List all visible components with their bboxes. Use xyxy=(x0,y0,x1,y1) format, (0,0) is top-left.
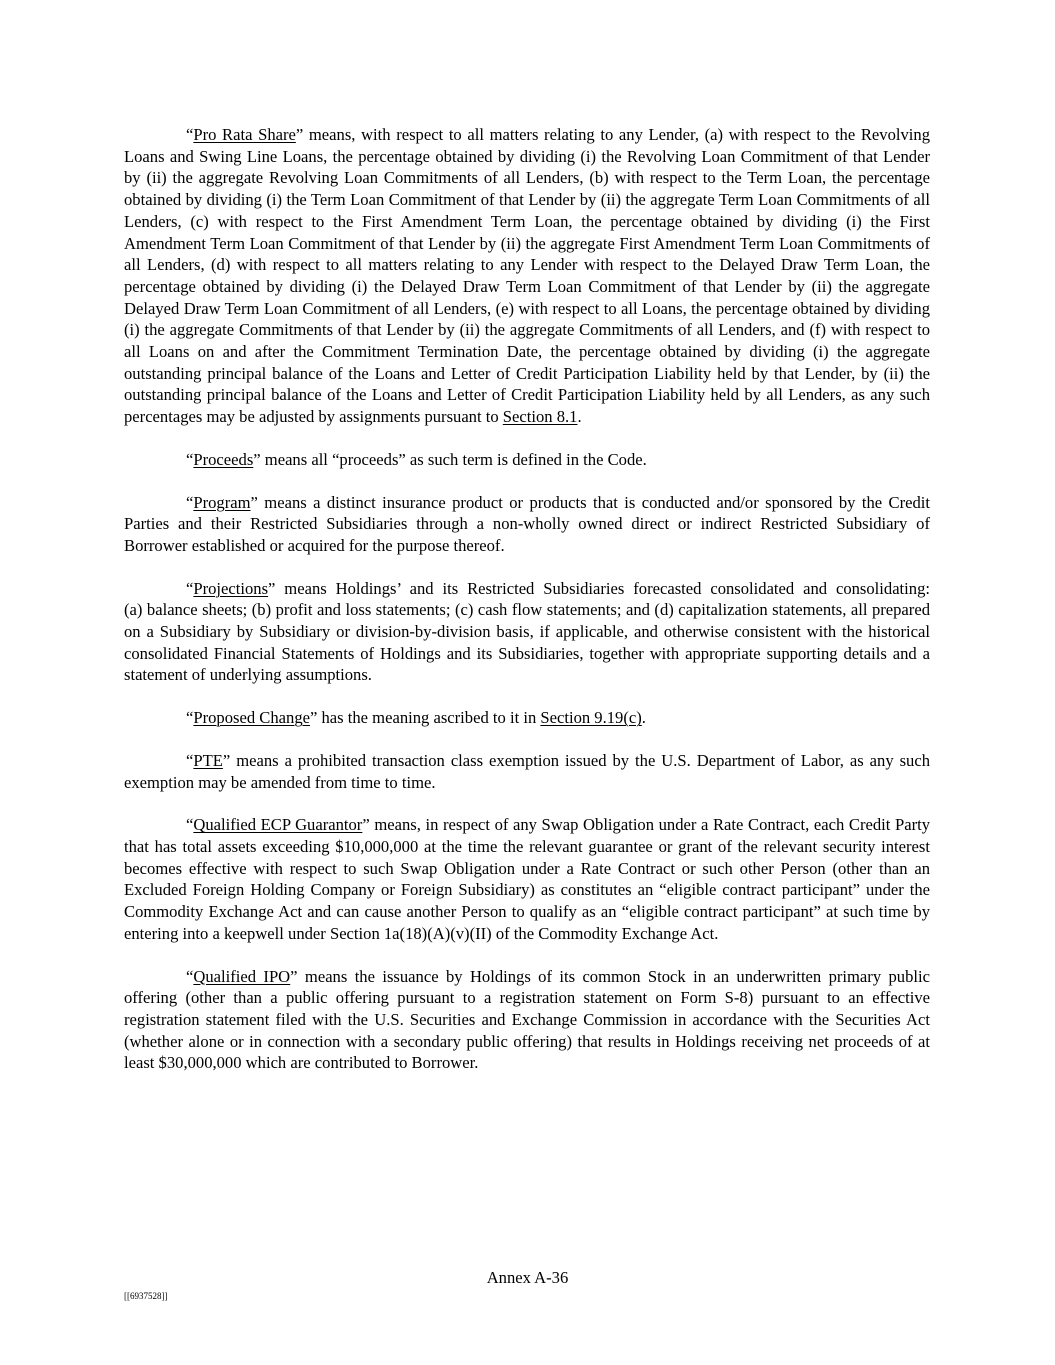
definition-qualified-ipo xyxy=(124,966,930,1075)
open-quote: “ xyxy=(186,966,194,986)
definition-text: ” has the meaning ascribed to it in xyxy=(309,708,541,728)
open-quote: “ xyxy=(186,449,194,469)
definition-text: ” means a distinct insurance product or products that is conducted and/or sponsored by the Credit Parties and their Restricted Subsidiaries through a non-wholly owned direct or indirect Restricted Subsidiary of Borrower established or acquired for the purpose thereof. xyxy=(124,492,930,555)
definition-proceeds xyxy=(124,449,930,471)
definition-projections xyxy=(124,578,930,687)
definition-program xyxy=(124,492,930,557)
page-footer-label: Annex A-36 xyxy=(486,1268,569,1287)
section-reference[interactable]: Section 9.19(c) xyxy=(540,708,642,728)
open-quote: “ xyxy=(186,750,194,770)
definition-text: ” means, in respect of any Swap Obligation under a Rate Contract, each Credit Party that has total assets exceeding $10,000,000 at the time the relevant guarantee or grant of the relevant security interest becomes effective with respect to such Swap Obligation under a Rate Contract or such other Person (other than an Excluded Foreign Holding Company or Foreign Subsidiary) as constitutes an “eligible contract participant” under the Commodity Exchange Act and can cause another Person to qualify as an “eligible contract participant” at such time by entering into a keepwell under Section 1a(18)(A)(v)(II) of the Commodity Exchange Act. xyxy=(124,815,931,943)
definition-text: ” means the issuance by Holdings of its common Stock in an underwritten primary public offering (other than a public offering pursuant to a registration statement on Form S-8) pursuant to an effective registration statement filed with the U.S. Securities and Exchange Commission in accordance with the Securities Act (whether alone or in connection with a secondary public offering) that results in Holdings receiving net proceeds of at least $30,000,000 which are contributed to Borrower. xyxy=(124,966,930,1073)
definition-tail: . xyxy=(641,708,646,728)
defined-term: Proceeds xyxy=(193,449,254,469)
defined-term: PTE xyxy=(193,750,223,770)
open-quote: “ xyxy=(186,492,194,512)
definition-text: ” means a prohibited transaction class exemption issued by the U.S. Department of Labor, as any such exemption may be amended from time to time. xyxy=(124,750,930,792)
definition-text: ” means, with respect to all matters relating to any Lender, (a) with respect to the Revolving Loans and Swing Line Loans, the percentage obtained by dividing (i) the Revolving Loan Commitment of that Lender by (ii) the aggregate Revolving Loan Commitments of all Lenders, (b) with respect to the Term Loan, the percentage obtained by dividing (i) the Term Loan Commitment of that Lender by (ii) the aggregate Term Loan Commitments of all Lenders, (c) with respect to the First Amendment Term Loan, the percentage obtained by dividing (i) the First Amendment Term Loan Commitment of that Lender by (ii) the aggregate First Amendment Term Loan Commitments of all Lenders, (d) with respect to all matters relating to any Lender with respect to the Delayed Draw Term Loan, the percentage obtained by dividing (i) the Delayed Draw Term Loan Commitment of that Lender by (ii) the aggregate Delayed Draw Term Loan Commitment of all Lenders, (e) with respect to all Loans, the percentage obtained by dividing (i) the aggregate Commitments of that Lender by (ii) the aggregate Commitments of all Lenders, and (f) with respect to all Loans on and after the Commitment Termination Date, the percentage obtained by dividing (i) the aggregate outstanding principal balance of the Loans and Letter of Credit Participation Liability held by that Lender, by (ii) the outstanding principal balance of the Loans and Letter of Credit Participation Liability held by all Lenders, as any such percentages may be adjusted by assignments pursuant to xyxy=(124,125,930,427)
open-quote: “ xyxy=(186,125,194,144)
definition-proposed-change xyxy=(124,707,930,729)
definition-qualified-ecp-guarantor xyxy=(124,814,930,944)
defined-term: Qualified IPO xyxy=(193,966,291,986)
definition-pro-rata-share xyxy=(124,124,930,428)
defined-term: Qualified ECP Guarantor xyxy=(193,815,363,835)
open-quote: “ xyxy=(186,708,194,728)
defined-term: Program xyxy=(193,492,251,512)
open-quote: “ xyxy=(186,578,194,598)
defined-term: Pro Rata Share xyxy=(193,125,296,144)
definition-text: ” means Holdings’ and its Restricted Subsidiaries forecasted consolidated and consolidating: (a) balance sheets; (b) profit and loss statements; (c) cash flow statements; and (d) capitalization statements, all prepared on a Subsidiary by Subsidiary or division-by-division basis, if applicable, and otherwise consistent with the historical consolidated Financial Statements of Holdings and its Subsidiaries, together with appropriate supporting details and a statement of underlying assumptions. xyxy=(124,578,930,685)
defined-term: Proposed Change xyxy=(193,708,310,728)
defined-term: Projections xyxy=(193,578,269,598)
page-body xyxy=(124,124,930,1095)
definition-tail: . xyxy=(577,407,582,427)
definition-text: ” means all “proceeds” as such term is defined in the Code. xyxy=(253,449,647,469)
section-reference[interactable]: Section 8.1 xyxy=(502,407,578,427)
definition-pte xyxy=(124,750,930,793)
open-quote: “ xyxy=(186,815,194,835)
document-id: [[6937528]] xyxy=(124,1291,168,1301)
